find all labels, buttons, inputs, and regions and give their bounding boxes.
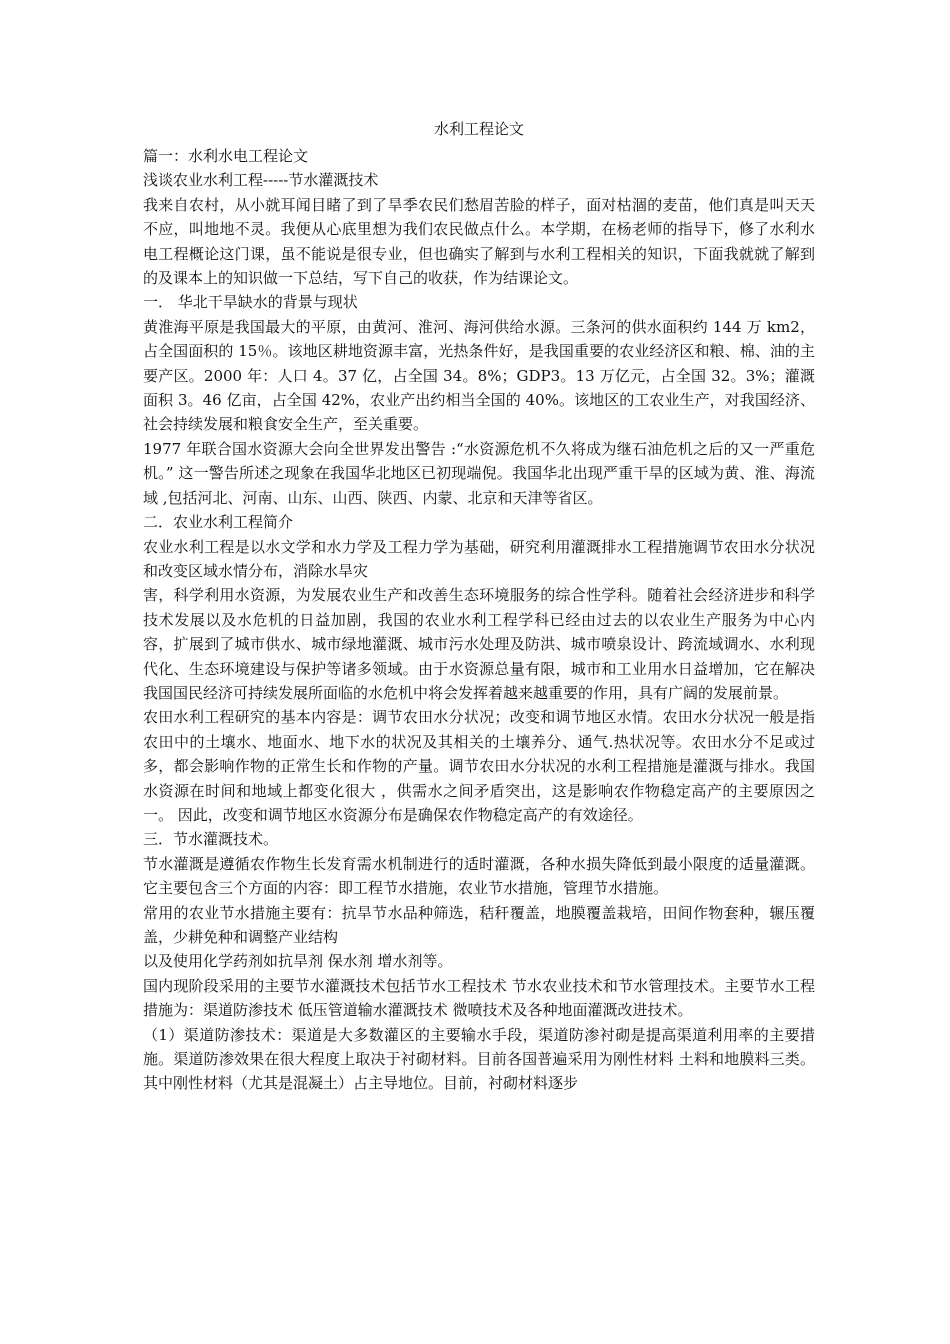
- document-title: 水利工程论文: [433, 120, 524, 138]
- paragraph-common-measures: 常用的农业节水措施主要有：抗旱节水品种筛选，秸秆覆盖，地膜覆盖栽培，田间作物套种，辗压覆盖，少耕免种和调整产业结构: [143, 903, 815, 946]
- paragraph-intro-agri-cont: 害，科学利用水资源，为发展农业生产和改善生态环境服务的综合性学科。随着社会经济进步和科学技术发展以及水危机的日益加剧，我国的农业水利工程学科已经由过去的以农业生产服务为中心内容，扩展到了城市供水、城市绿地灌溉、城市污水处理及防洪、城市喷泉设计、跨流域调水、水利现代化、生态环境建设与保护等诸多领域。由于水资源总量有限，城市和工业用水日益增加，它在解决我国国民经济可持续发展所面临的水危机中将会发挥着越来越重要的作用，具有广阔的发展前景。: [143, 586, 815, 702]
- paragraph-chemicals: 以及使用化学药剂如抗旱剂 保水剂 增水剂等。: [143, 952, 453, 971]
- paragraph-domestic-tech: 国内现阶段采用的主要节水灌溉技术包括节水工程技术 节水农业技术和节水管理技术。主要节水工程措施为：渠道防渗技术 低压管道输水灌溉技术 微喷技术及各种地面灌溉改进技术。: [143, 976, 815, 1020]
- section-heading-2: 二．农业水利工程简介: [143, 513, 294, 532]
- paragraph-heading-1: 篇一：水利水电工程论文: [143, 147, 309, 165]
- paragraph-warning: 1977 年联合国水资源大会向全世界发出警告 :“水资源危机不久将成为继石油危机之后的又一严重危机。” 这一警告所述之现象在我国华北地区已初现端倪。我国华北出现严重干旱的区域为黄、淮、海流域 ,包括河北、河南、山东、山西、陕西、内蒙、北京和天津等省区。: [143, 439, 815, 507]
- section-heading-1: 一． 华北干旱缺水的背景与现状: [143, 293, 358, 312]
- paragraph-subtitle: 浅谈农业水利工程-----节水灌溉技术: [143, 171, 379, 190]
- paragraph-water-saving: 节水灌溉是遵循农作物生长发育需水机制进行的适时灌溉，各种水损失降低到最小限度的适量灌溉。它主要包含三个方面的内容：即工程节水措施，农业节水措施，管理节水措施。: [143, 854, 815, 898]
- paragraph-intro-agri: 农业水利工程是以水文学和水力学及工程力学为基础，研究利用灌溉排水工程措施调节农田水分状况和改变区域水情分布，消除水旱灾: [143, 537, 815, 580]
- document-page: [143, 118, 815, 1096]
- paragraph-background: 黄淮海平原是我国最大的平原，由黄河、淮河、海河供给水源。三条河的供水面积约 144 万 km2，占全国面积的 15％。该地区耕地资源丰富，光热条件好，是我国重要的农业经济区和粮、棉、油的主要产区。2000 年：人口 4。37 亿，占全国 34。8%；GDP3。13 万亿元，占全国 32。3%；灌溉面积 3。46 亿亩，占全国 42%，农业产出约相当全国的 40%。该地区的工农业生产，对我国经济、社会持续发展和粮食安全生产，至关重要。: [143, 317, 815, 434]
- paragraph-research-content: 农田水利工程研究的基本内容是：调节农田水分状况；改变和调节地区水情。农田水分状况一般是指农田中的土壤水、地面水、地下水的状况及其相关的土壤养分、通气.热状况等。农田水分不足或过多，都会影响作物的正常生长和作物的产量。调节农田水分状况的水利工程措施是灌溉与排水。我国水资源在时间和地域上都变化很大 ，供需水之间矛盾突出，这是影响农作物稳定高产的主要原因之一。 因此，改变和调节地区水资源分布是确保农作物稳定高产的有效途径。: [143, 708, 815, 824]
- section-heading-3: 三．节水灌溉技术。: [143, 830, 279, 849]
- paragraph-canal-seepage: （1）渠道防渗技术：渠道是大多数灌区的主要输水手段，渠道防渗衬砌是提高渠道利用率的主要措施。渠道防渗效果在很大程度上取决于衬砌材料。目前各国普遍采用为刚性材料 土料和地膜料三类。其中刚性材料（尤其是混凝土）占主导地位。目前，衬砌材料逐步: [143, 1025, 815, 1093]
- paragraph-intro: 我来自农村，从小就耳闻目睹了到了旱季农民们愁眉苦脸的样子，面对枯涸的麦苗，他们真是叫天天不应，叫地地不灵。我便从心底里想为我们农民做点什么。本学期，在杨老师的指导下，修了水利水电工程概论这门课，虽不能说是很专业，但也确实了解到与水利工程相关的知识，下面我就就了解到的及课本上的知识做一下总结，写下自己的收获，作为结课论文。: [143, 195, 815, 288]
